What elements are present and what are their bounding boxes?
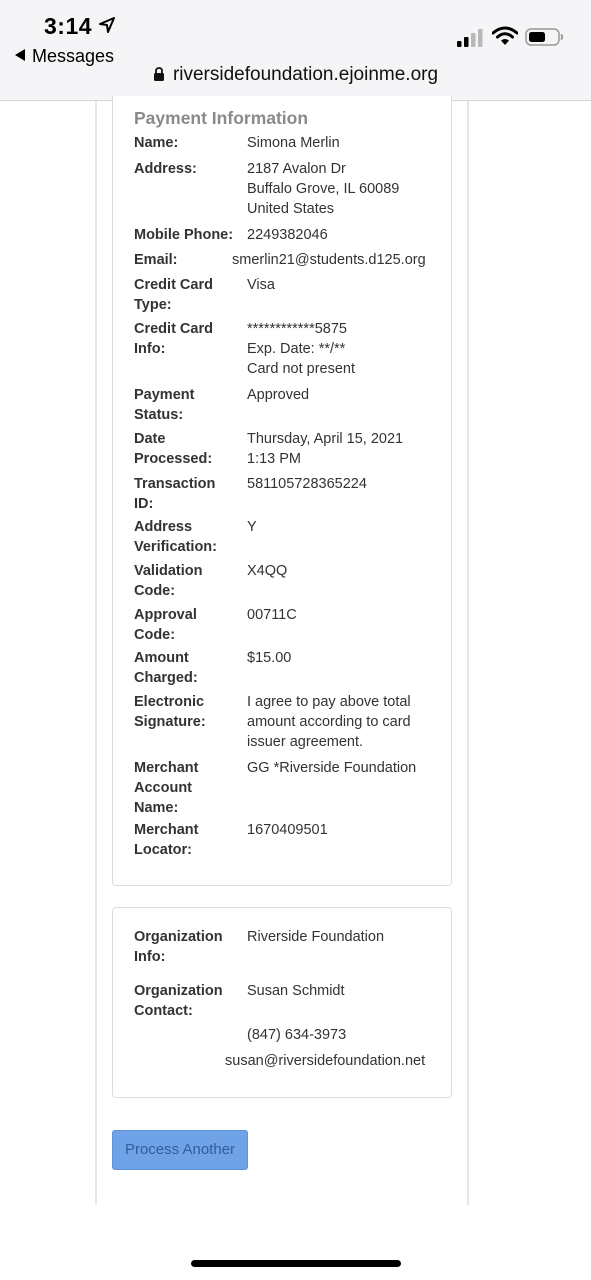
payment-value-line: United States bbox=[247, 200, 335, 217]
process-another-button[interactable]: Process Another bbox=[112, 1130, 248, 1170]
payment-value-line: I agree to pay above total bbox=[247, 694, 411, 710]
payment-label-line: Locator: bbox=[134, 841, 192, 858]
payment-label-line: Approval bbox=[134, 607, 197, 623]
payment-label-line: Verification: bbox=[134, 538, 217, 555]
payment-value-line: 2187 Avalon Dr bbox=[247, 161, 346, 177]
payment-label-line: Name: bbox=[134, 135, 179, 151]
payment-label bbox=[134, 251, 244, 271]
payment-value bbox=[247, 160, 447, 219]
payment-label-line: Credit Card bbox=[134, 321, 213, 337]
payment-value-line: Card not present bbox=[247, 360, 356, 377]
lock-icon bbox=[153, 67, 165, 81]
payment-label-line: Address bbox=[134, 519, 193, 535]
cellular-signal-icon bbox=[457, 29, 485, 47]
payment-label bbox=[134, 693, 244, 733]
payment-value-line: Thursday, April 15, 2021 bbox=[247, 431, 404, 447]
payment-label bbox=[134, 134, 244, 154]
payment-label-line: Name: bbox=[134, 799, 179, 816]
payment-value bbox=[247, 562, 447, 582]
organization-value bbox=[247, 982, 447, 1002]
wifi-icon bbox=[492, 26, 518, 46]
payment-value-line: 1:13 PM bbox=[247, 450, 301, 467]
payment-label bbox=[134, 320, 244, 360]
payment-label-line: Account bbox=[134, 779, 192, 796]
battery-icon bbox=[525, 27, 565, 47]
payment-label bbox=[134, 606, 244, 646]
payment-label-line: Address: bbox=[134, 161, 197, 177]
payment-value-line: smerlin21@students.d125.org bbox=[232, 252, 426, 268]
url-text: riversidefoundation.ejoinme.org bbox=[172, 64, 439, 85]
payment-value bbox=[232, 251, 442, 271]
organization-label-line: Organization bbox=[134, 929, 223, 945]
organization-value-line: (847) 634-3973 bbox=[247, 1027, 347, 1043]
payment-value-line: X4QQ bbox=[247, 563, 288, 579]
payment-value-line: Approved bbox=[247, 387, 310, 403]
payment-value bbox=[247, 276, 447, 296]
payment-label-line: Code: bbox=[134, 626, 176, 643]
payment-value bbox=[247, 518, 447, 538]
organization-value-line: Susan Schmidt bbox=[247, 983, 345, 999]
payment-value bbox=[247, 649, 447, 669]
payment-label-line: Mobile Phone: bbox=[134, 227, 234, 243]
payment-label-line: Signature: bbox=[134, 713, 206, 730]
payment-label bbox=[134, 759, 244, 818]
payment-label-line: Merchant bbox=[134, 760, 199, 776]
organization-label-line: Info: bbox=[134, 948, 166, 965]
payment-label bbox=[134, 160, 244, 180]
payment-value-line: 00711C bbox=[247, 607, 297, 623]
organization-value bbox=[225, 1052, 445, 1072]
payment-label-line: Charged: bbox=[134, 669, 198, 686]
payment-label-line: Merchant bbox=[134, 822, 199, 838]
payment-value-line: 1670409501 bbox=[247, 822, 328, 838]
payment-value bbox=[247, 475, 447, 495]
payment-value-line: Buffalo Grove, IL 60089 bbox=[247, 180, 400, 197]
payment-label bbox=[134, 649, 244, 689]
payment-value-line: Visa bbox=[247, 277, 275, 293]
payment-label bbox=[134, 518, 244, 558]
payment-label bbox=[134, 226, 244, 246]
back-triangle-icon bbox=[15, 49, 25, 61]
url-bar[interactable] bbox=[0, 64, 591, 86]
location-arrow-icon bbox=[99, 17, 115, 33]
payment-label bbox=[134, 562, 244, 602]
payment-label-line: Info: bbox=[134, 340, 166, 357]
payment-label-line: ID: bbox=[134, 495, 154, 512]
organization-label-line: Organization bbox=[134, 983, 223, 999]
payment-value bbox=[247, 226, 447, 246]
payment-value bbox=[247, 821, 447, 841]
payment-label bbox=[134, 430, 244, 470]
payment-value-line: Y bbox=[247, 519, 257, 535]
payment-label-line: Type: bbox=[134, 296, 172, 313]
payment-label-line: Payment bbox=[134, 387, 195, 403]
payment-value-line: amount according to card bbox=[247, 713, 411, 730]
payment-label bbox=[134, 475, 244, 515]
payment-value-line: GG *Riverside Foundation bbox=[247, 760, 417, 776]
payment-value bbox=[247, 606, 447, 626]
organization-label bbox=[134, 982, 244, 1022]
payment-value-line: issuer agreement. bbox=[247, 733, 364, 750]
payment-value-line: $15.00 bbox=[247, 650, 292, 666]
payment-value bbox=[247, 386, 447, 406]
payment-label-line: Transaction bbox=[134, 476, 216, 492]
payment-value bbox=[247, 430, 447, 470]
payment-label-line: Code: bbox=[134, 582, 176, 599]
organization-value bbox=[247, 928, 447, 948]
status-time: 3:14 bbox=[44, 13, 93, 39]
organization-value-line: Riverside Foundation bbox=[247, 929, 385, 945]
payment-information-title: Payment Information bbox=[134, 108, 309, 128]
organization-label bbox=[134, 928, 244, 968]
payment-label-line: Email: bbox=[134, 252, 178, 268]
payment-value bbox=[247, 320, 447, 379]
organization-label-line: Contact: bbox=[134, 1002, 193, 1019]
browser-top-bar bbox=[0, 0, 591, 101]
payment-label bbox=[134, 821, 244, 861]
payment-label-line: Status: bbox=[134, 406, 184, 423]
payment-label bbox=[134, 386, 244, 426]
organization-value bbox=[247, 1026, 447, 1046]
payment-label-line: Date bbox=[134, 431, 166, 447]
payment-label-line: Electronic bbox=[134, 694, 205, 710]
payment-label-line: Processed: bbox=[134, 450, 213, 467]
home-indicator bbox=[191, 1260, 401, 1267]
back-label: Messages bbox=[32, 46, 115, 66]
payment-label-line: Validation bbox=[134, 563, 203, 579]
payment-value-line: Exp. Date: **/** bbox=[247, 340, 346, 357]
payment-value bbox=[247, 759, 447, 779]
payment-value-line: ************5875 bbox=[247, 321, 347, 337]
organization-value-line: susan@riversidefoundation.net bbox=[225, 1053, 426, 1069]
payment-value-line: 2249382046 bbox=[247, 227, 328, 243]
payment-value bbox=[247, 693, 447, 752]
payment-value-line: 581105728365224 bbox=[247, 476, 367, 492]
payment-value bbox=[247, 134, 447, 154]
payment-label-line: Amount bbox=[134, 650, 189, 666]
payment-label bbox=[134, 276, 244, 316]
payment-value-line: Simona Merlin bbox=[247, 135, 340, 151]
payment-label-line: Credit Card bbox=[134, 277, 213, 293]
